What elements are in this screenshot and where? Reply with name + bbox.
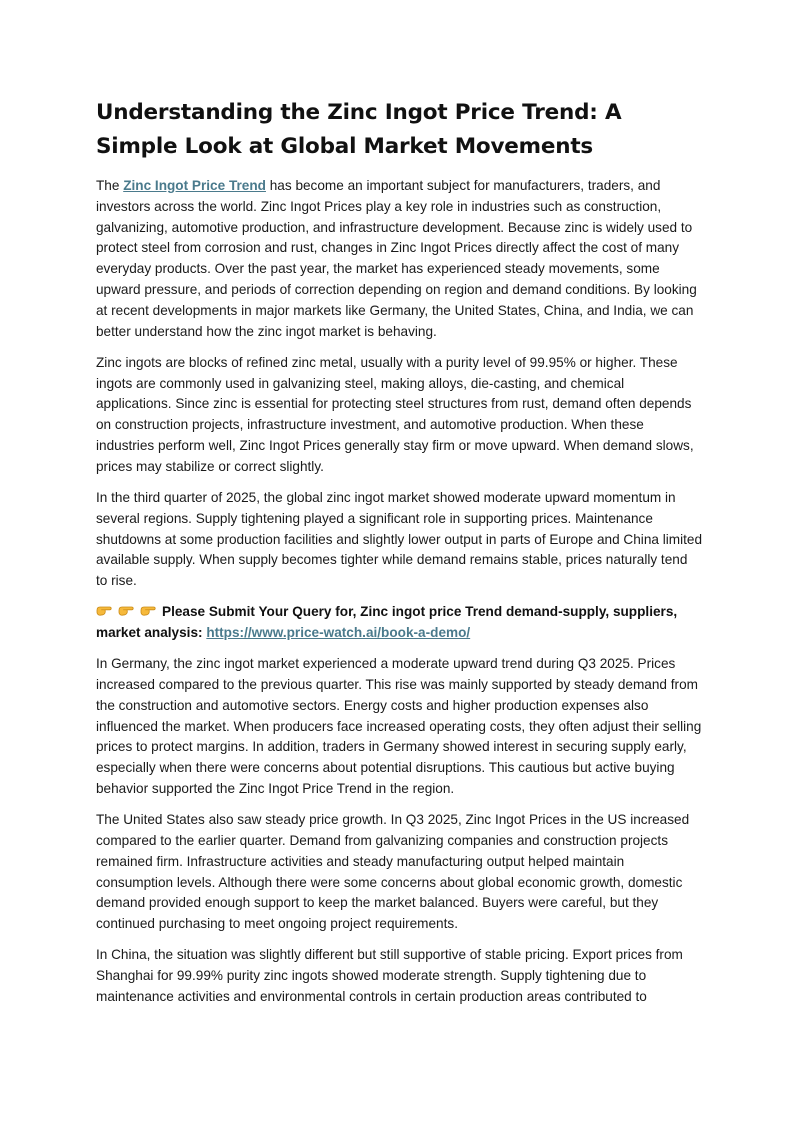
pointing-hand-icon bbox=[96, 603, 112, 617]
paragraph-global-market-q3: In the third quarter of 2025, the global zinc ingot market showed moderate upward momentum in several regions. Supply tightening played a significant role in supporting prices. Maintenance shutdowns at some production facilities and slightly lower output in parts of Europe and China limited available supply. When supply becomes tighter while demand remains stable, prices naturally tend to rise. bbox=[96, 489, 703, 589]
intro-before-link: The bbox=[96, 178, 124, 193]
book-a-demo-link[interactable]: https://www.price-watch.ai/book-a-demo/ bbox=[206, 625, 471, 641]
paragraph-germany: In Germany, the zinc ingot market experienced a moderate upward trend during Q3 2025. Prices increased compared to the previous quarter. This rise was mainly supported by steady demand from the construction and automotive sectors. Energy costs and higher production expenses also influenced the market. When producers face increased operating costs, they often adjust their selling prices to protect margins. In addition, traders in Germany showed interest in securing supply early, especially when there were concerns about potential disruptions. This cautious but active buying behavior supported the Zinc Ingot Price Trend in the region. bbox=[96, 656, 702, 797]
pointing-hand-icon bbox=[118, 603, 134, 617]
paragraph-china: In China, the situation was slightly different but still supportive of stable pricing. Export prices from Shanghai for 99.99% purity zinc ingots showed moderate strength. Supply tightening due to maintenance activities and environmental controls in certain production areas contributed to bbox=[96, 947, 683, 1005]
zinc-ingot-price-trend-link[interactable]: Zinc Ingot Price Trend bbox=[123, 178, 266, 193]
query-callout bbox=[96, 602, 702, 644]
document-page bbox=[96, 96, 702, 1018]
intro-after-link: has become an important subject for manufacturers, traders, and investors across the world. Zinc Ingot Prices play a key role in industries such as construction, galvanizing, automotive production, and infrastructure development. Because zinc is widely used to protect steel from corrosion and rust, changes in Zinc Ingot Prices directly affect the cost of many everyday products. Over the past year, the market has experienced steady movements, some upward pressure, and periods of correction depending on region and demand conditions. By looking at recent developments in major markets like Germany, the United States, China, and India, we can better understand how the zinc ingot market is behaving. bbox=[96, 178, 697, 339]
query-callout-text: Please Submit Your Query for, Zinc ingot price Trend demand-supply, suppliers, market analysis: bbox=[96, 604, 678, 641]
intro-paragraph bbox=[96, 176, 702, 342]
paragraph-united-states: The United States also saw steady price growth. In Q3 2025, Zinc Ingot Prices in the US increased compared to the earlier quarter. Demand from galvanizing companies and construction projects remained firm. Infrastructure activities and steady manufacturing output helped maintain consumption levels. Although there were some concerns about global economic growth, domestic demand provided enough support to keep the market balanced. Buyers were careful, but they continued purchasing to meet ongoing project requirements. bbox=[96, 812, 690, 932]
paragraph-what-are-zinc-ingots: Zinc ingots are blocks of refined zinc metal, usually with a purity level of 99.95% or higher. These ingots are commonly used in galvanizing steel, making alloys, die-casting, and chemical applications. Since zinc is essential for protecting steel structures from rust, demand often depends on construction projects, infrastructure investment, and automotive production. When these industries perform well, Zinc Ingot Prices generally stay firm or move upward. When demand slows, prices may stabilize or correct slightly. bbox=[96, 354, 694, 474]
document-title: Understanding the Zinc Ingot Price Trend: A Simple Look at Global Market Movements bbox=[96, 100, 622, 159]
pointing-hand-icon bbox=[140, 603, 156, 617]
